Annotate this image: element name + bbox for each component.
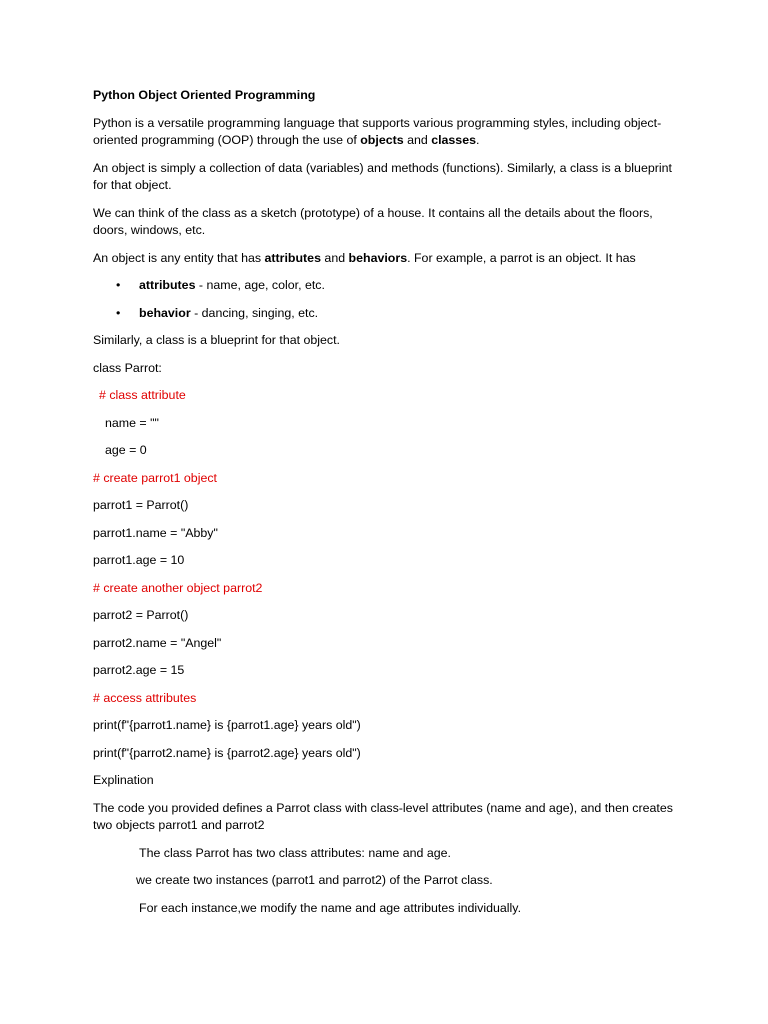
- entity-text-2: and: [320, 250, 349, 265]
- bullet-icon: •: [116, 278, 121, 292]
- entity-paragraph: [93, 250, 673, 268]
- intro-text-2: and: [403, 133, 432, 147]
- code-line: parrot1 = Parrot(): [93, 498, 189, 512]
- explanation-item: The class Parrot has two class attributes: name and age.: [139, 845, 451, 860]
- code-line: print(f"{parrot2.name} is {parrot2.age} years old"): [93, 745, 361, 760]
- explanation-paragraph: The code you provided defines a Parrot class with class-level attributes (name and age), and then creates two objects parrot1 and parrot2: [93, 800, 673, 832]
- entity-bold-attributes: attributes: [264, 250, 321, 265]
- entity-text-3: . For example, a parrot is an object. It has: [407, 250, 636, 265]
- code-comment: # class attribute: [99, 388, 186, 402]
- bullet-list: [93, 277, 673, 322]
- explanation-heading: Explination: [93, 773, 154, 787]
- code-line: parrot2.name = "Angel": [93, 635, 222, 650]
- code-comment: # access attributes: [93, 690, 197, 705]
- code-line: parrot2.age = 15: [93, 663, 185, 677]
- intro-bold-objects: objects: [360, 133, 404, 147]
- bullet-icon: •: [116, 305, 121, 320]
- code-line: class Parrot:: [93, 360, 162, 375]
- intro-text-3: .: [475, 133, 480, 147]
- list-item: [93, 277, 673, 295]
- bullet-bold-term: attributes: [139, 278, 196, 292]
- explanation-item: we create two instances (parrot1 and parrot2) of the Parrot class.: [136, 873, 493, 887]
- code-line: name = "": [105, 415, 159, 430]
- document-body: [93, 87, 673, 927]
- code-line: age = 0: [105, 443, 147, 457]
- blueprint-paragraph: Similarly, a class is a blueprint for that object.: [93, 333, 340, 347]
- class-sketch-paragraph: We can think of the class as a sketch (prototype) of a house. It contains all the details about the floors, doors, windows, etc.: [93, 205, 653, 237]
- document-title: Python Object Oriented Programming: [93, 88, 316, 102]
- bullet-bold-term: behavior: [139, 305, 191, 320]
- intro-paragraph: [93, 115, 673, 150]
- code-line: parrot1.name = "Abby": [93, 525, 218, 540]
- entity-bold-behaviors: behaviors: [348, 250, 408, 265]
- bullet-text: - name, age, color, etc.: [195, 278, 325, 292]
- list-item: [93, 305, 673, 323]
- explanation-item: For each instance,we modify the name and age attributes individually.: [139, 900, 522, 915]
- intro-bold-classes: classes: [431, 133, 476, 147]
- bullet-text: - dancing, singing, etc.: [190, 305, 319, 320]
- intro-text-1: Python is a versatile programming language that supports various programming styles, including object-oriented programming (OOP) through the use of: [93, 115, 662, 147]
- entity-text-1: An object is any entity that has: [93, 250, 265, 265]
- code-line: parrot2 = Parrot(): [93, 608, 189, 622]
- code-line: print(f"{parrot1.name} is {parrot1.age} years old"): [93, 718, 361, 732]
- object-definition-paragraph: An object is simply a collection of data (variables) and methods (functions). Similarly, a class is a blueprint for that object.: [93, 160, 672, 192]
- code-comment: # create parrot1 object: [93, 470, 217, 485]
- code-line: parrot1.age = 10: [93, 553, 185, 567]
- code-comment: # create another object parrot2: [93, 580, 263, 595]
